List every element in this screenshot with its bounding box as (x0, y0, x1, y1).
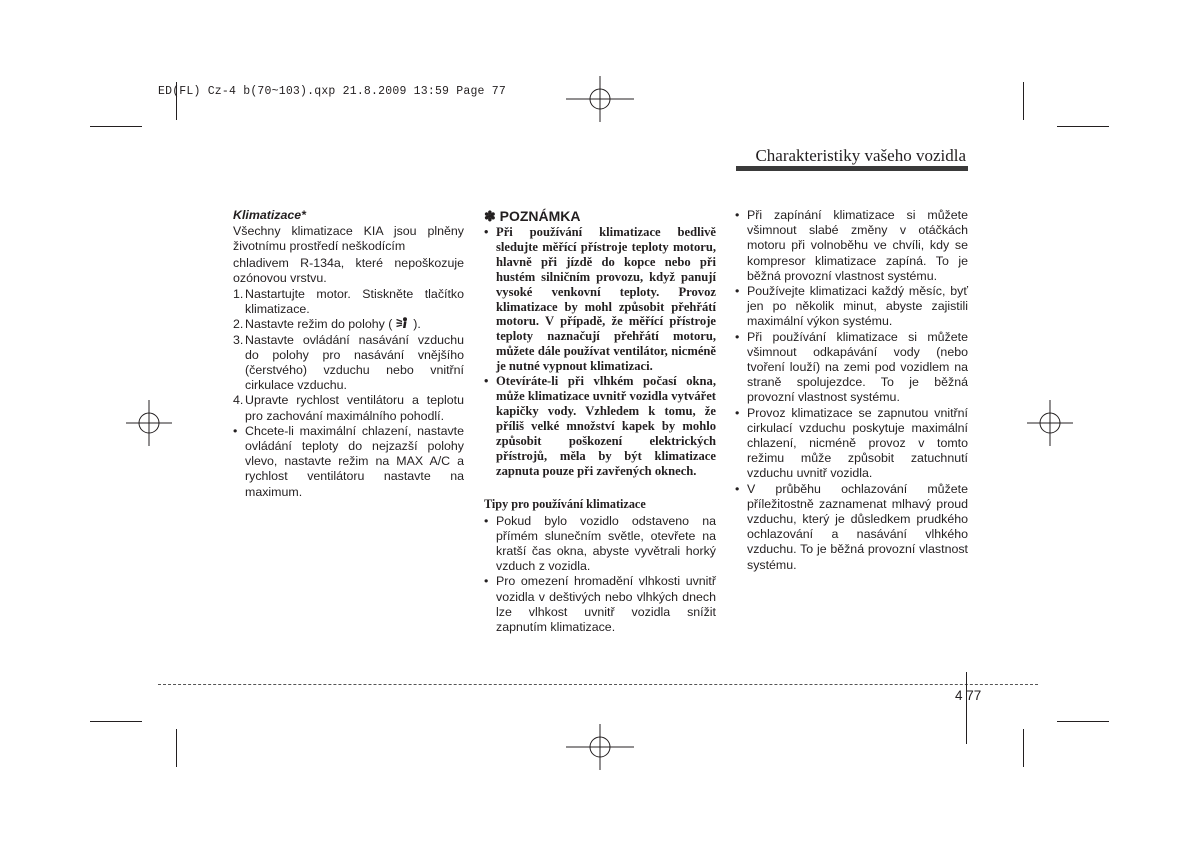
registration-mark-left-icon (126, 400, 172, 446)
header-rule (736, 166, 968, 171)
step-text-end: ). (413, 317, 421, 332)
step-number: 2. (233, 317, 244, 332)
crop-mark-top-right-v (1023, 82, 1024, 120)
page-number: 4 77 (955, 688, 982, 703)
column-1 (233, 208, 464, 500)
step-number: 3. (233, 332, 244, 347)
list-item: • Pro omezení hromadění vlhkosti uvnitř vozidla v deštivých nebo vlhkých dnech lze vlhkost uvnitř vozidla snížit zapnutím klimatizace. (484, 574, 716, 635)
section-heading: Klimatizace* (233, 208, 307, 222)
list-item: • Při zapínání klimatizace si můžete všimnout slabé změny v otáčkách motoru při volnoběhu ve chvíli, kdy se kompresor klimatizace zapíná. To je běžná provozní vlastnost systému. (735, 208, 968, 284)
step-number: 1. (233, 287, 244, 302)
column-3 (735, 208, 968, 573)
intro-paragraph-1: Všechny klimatizace KIA jsou plněny životnímu prostředí neškodícím (233, 224, 464, 254)
print-slug: ED(FL) Cz-4 b(70~103).qxp 21.8.2009 13:59 Page 77 (158, 85, 506, 98)
crop-mark-bottom-left-h (90, 721, 142, 722)
list-item: • Chcete-li maximální chlazení, nastavte ovládání teploty do nejzazší polohy vlevo, nastavte režim na MAX A/C a rychlost ventilátoru nastavte na maximum. (233, 424, 464, 500)
steps-list (233, 287, 464, 424)
list-item: • V průběhu ochlazování můžete příležitostně zaznamenat mlhavý proud vzduchu, který je důsledkem prudkého ochlazování a nasávání vlhkého vzduchu. To je běžná provozní vlastnost systému. (735, 482, 968, 573)
step-item (233, 393, 464, 423)
list-item: • Pokud bylo vozidlo odstaveno na přímém slunečním světle, otevřete na kratší čas okna, abyste vyvětrali horký vzduch z vozidla. (484, 514, 716, 575)
crop-mark-top-left-h (90, 126, 142, 127)
crop-mark-bottom-right-h (1057, 721, 1109, 722)
step-text: Nastartujte motor. Stiskněte tlačítko klimatizace. (245, 287, 464, 317)
note-list (484, 225, 716, 478)
note-item: • Otevíráte-li při vlhkém počasí okna, může klimatizace uvnitř vozidla vytvářet kapičky vody. Vzhledem k tomu, že příliš velké množství kapek by mohlo způsobit poškození elektrických přístrojů, měla by být klimatizace zapnuta pouze při zavřených oknech. (484, 374, 716, 478)
footer-dotted-rule (158, 684, 1038, 685)
registration-mark-bottom-icon (566, 724, 634, 770)
tips-list (484, 514, 716, 636)
list-item: • Provoz klimatizace se zapnutou vnitřní cirkulací vzduchu poskytuje maximální chlazení, nicméně provoz v tomto režimu může způsobit zatuchnutí vzduchu uvnitř vozidla. (735, 406, 968, 482)
note-heading: ✽ POZNÁMKA (484, 208, 581, 224)
intro-paragraph-2: chladivem R-134a, které nepoškozuje ozónovou vrstvu. (233, 255, 464, 285)
column-2 (484, 208, 716, 635)
step-text: Nastavte režim do polohy ( (245, 317, 393, 332)
crop-mark-bottom-right-v (1023, 729, 1024, 767)
step-item (233, 333, 464, 394)
step-text: Upravte rychlost ventilátoru a teplotu pro zachování maximálního pohodlí. (245, 393, 464, 423)
registration-mark-right-icon (1027, 400, 1073, 446)
registration-mark-top-icon (566, 76, 634, 122)
step-text: Nastavte ovládání nasávání vzduchu do polohy pro nasávání vnějšího (čerstvého) vzduchu nebo vnitřní cirkulace vzduchu. (245, 332, 464, 393)
tips-heading: Tipy pro používání klimatizace (484, 497, 646, 512)
crop-mark-bottom-left-v (176, 729, 177, 767)
step-item (233, 317, 464, 332)
tip-list (233, 424, 464, 500)
crop-mark-top-right-h (1057, 126, 1109, 127)
list-item: • Používejte klimatizaci každý měsíc, byť jen po několik minut, abyste zajistili maximální výkon systému. (735, 284, 968, 330)
list-item: • Při používání klimatizace si můžete všimnout odkapávání vody (nebo tvoření louží) na zemi pod vozidlem na straně spolujezdce. To je běžná provozní vlastnost systému. (735, 330, 968, 406)
bullet-list (735, 208, 968, 573)
step-number: 4. (233, 393, 244, 408)
page-number-separator (966, 672, 967, 744)
note-item: • Při používání klimatizace bedlivě sledujte měřící přístroje teploty motoru, hlavně při jízdě do kopce nebo při hustém silničním provozu, když panují vysoké venkovní teploty. Provoz klimatizace by mohl způsobit přehřátí motoru. V případě, že měřící přístroje teploty naznačují přehřátí motoru, můžete dále používat ventilátor, nicméně je nutné vypnout klimatizaci. (484, 225, 716, 374)
face-vent-mode-icon (396, 317, 410, 329)
step-item (233, 287, 464, 317)
page-header-title: Charakteristiky vašeho vozidla (755, 146, 966, 165)
